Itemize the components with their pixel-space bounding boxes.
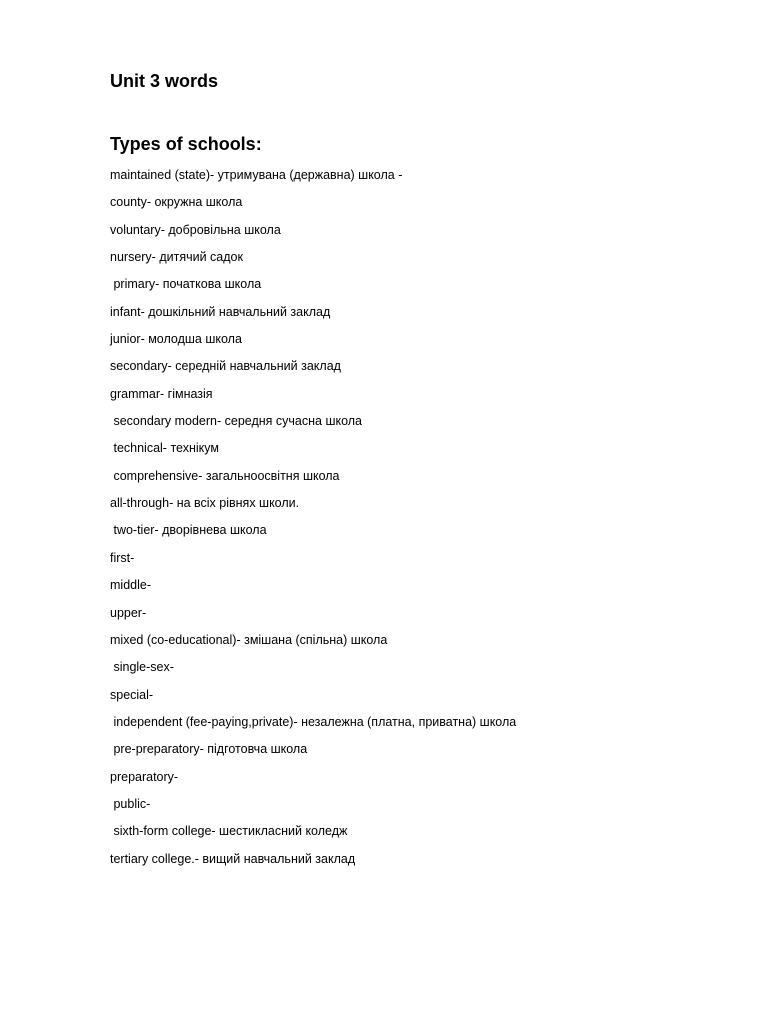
vocabulary-entry: grammar- гімназія — [110, 386, 213, 401]
vocabulary-entry: preparatory- — [110, 769, 179, 784]
vocabulary-entry: nursery- дитячий садок — [110, 250, 243, 265]
vocabulary-entry: all-through- на всіх рівнях школи. — [110, 496, 300, 511]
vocabulary-entry: secondary- середній навчальний заклад — [110, 359, 341, 374]
vocabulary-entry: tertiary college.- вищий навчальний заклад — [110, 851, 356, 866]
vocabulary-entry: pre-preparatory- підготовча школа — [110, 742, 308, 757]
vocabulary-entry: public- — [110, 796, 151, 811]
vocabulary-entry: upper- — [110, 605, 147, 620]
vocabulary-entry: infant- дошкільний навчальний заклад — [110, 304, 331, 319]
document-title: Unit 3 words — [110, 71, 219, 91]
vocabulary-entry: single-sex- — [110, 660, 174, 675]
vocabulary-entry: two-tier- дворівнева школа — [110, 523, 267, 538]
vocabulary-entry: voluntary- добровільна школа — [110, 222, 281, 237]
vocabulary-entry: special- — [110, 687, 154, 702]
vocabulary-entry: primary- початкова школа — [110, 277, 262, 292]
vocabulary-list — [110, 164, 516, 875]
vocabulary-entry: technical- технікум — [110, 441, 219, 456]
vocabulary-entry: middle- — [110, 578, 151, 593]
vocabulary-entry: maintained (state)- утримувана (державна) школа - — [110, 168, 403, 182]
vocabulary-entry: secondary modern- середня сучасна школа — [110, 414, 363, 429]
vocabulary-entry: independent (fee-paying,private)- незалежна (платна, приватна) школа — [110, 714, 517, 729]
vocabulary-entry: first- — [110, 550, 135, 565]
vocabulary-entry: mixed (co-educational)- змішана (спільна) школа — [110, 632, 388, 647]
vocabulary-entry: junior- молодша школа — [110, 332, 242, 347]
section-heading: Types of schools: — [110, 134, 262, 154]
vocabulary-entry: county- окружна школа — [110, 195, 243, 210]
vocabulary-entry: comprehensive- загальноосвітня школа — [110, 468, 340, 483]
vocabulary-entry: sixth-form college- шестикласний коледж — [110, 824, 348, 839]
